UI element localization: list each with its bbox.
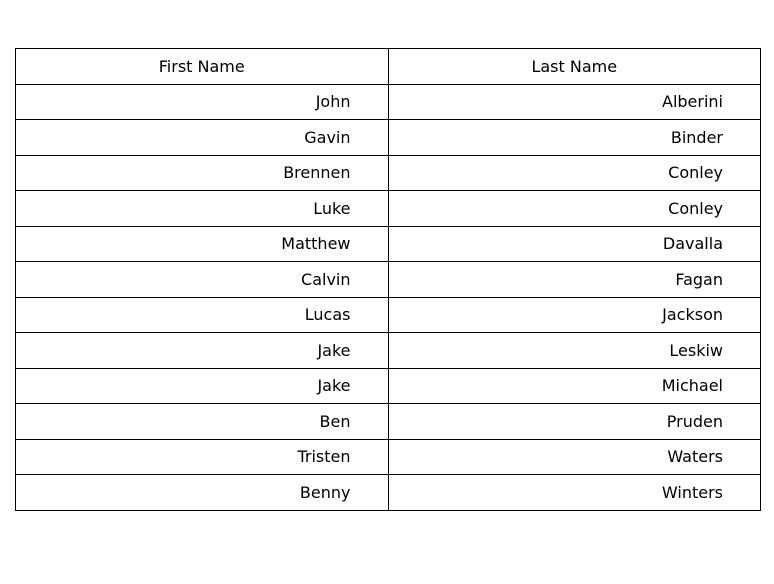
cell-last-name: Leskiw bbox=[388, 333, 761, 369]
cell-first-name: Calvin bbox=[16, 262, 389, 298]
table-row bbox=[16, 297, 761, 333]
table-row bbox=[16, 404, 761, 440]
column-header-first-name: First Name bbox=[16, 49, 389, 85]
table-row bbox=[16, 368, 761, 404]
cell-last-name: Jackson bbox=[388, 297, 761, 333]
cell-first-name: Matthew bbox=[16, 226, 389, 262]
cell-first-name: Ben bbox=[16, 404, 389, 440]
table-row bbox=[16, 120, 761, 156]
names-table bbox=[15, 48, 761, 511]
cell-last-name: Michael bbox=[388, 368, 761, 404]
table-row bbox=[16, 439, 761, 475]
cell-last-name: Conley bbox=[388, 155, 761, 191]
table-row bbox=[16, 475, 761, 511]
cell-last-name: Davalla bbox=[388, 226, 761, 262]
table-header bbox=[16, 49, 761, 85]
table-row bbox=[16, 191, 761, 227]
cell-last-name: Conley bbox=[388, 191, 761, 227]
column-header-last-name: Last Name bbox=[388, 49, 761, 85]
cell-first-name: Brennen bbox=[16, 155, 389, 191]
table-row bbox=[16, 226, 761, 262]
cell-last-name: Alberini bbox=[388, 84, 761, 120]
cell-first-name: Jake bbox=[16, 368, 389, 404]
table-row bbox=[16, 84, 761, 120]
table-row bbox=[16, 155, 761, 191]
cell-first-name: Lucas bbox=[16, 297, 389, 333]
cell-first-name: Gavin bbox=[16, 120, 389, 156]
cell-first-name: John bbox=[16, 84, 389, 120]
header-row bbox=[16, 49, 761, 85]
cell-last-name: Winters bbox=[388, 475, 761, 511]
table-row bbox=[16, 262, 761, 298]
cell-first-name: Jake bbox=[16, 333, 389, 369]
cell-first-name: Benny bbox=[16, 475, 389, 511]
table-row bbox=[16, 333, 761, 369]
cell-last-name: Binder bbox=[388, 120, 761, 156]
cell-first-name: Tristen bbox=[16, 439, 389, 475]
cell-first-name: Luke bbox=[16, 191, 389, 227]
cell-last-name: Pruden bbox=[388, 404, 761, 440]
cell-last-name: Fagan bbox=[388, 262, 761, 298]
cell-last-name: Waters bbox=[388, 439, 761, 475]
table-body bbox=[16, 84, 761, 510]
